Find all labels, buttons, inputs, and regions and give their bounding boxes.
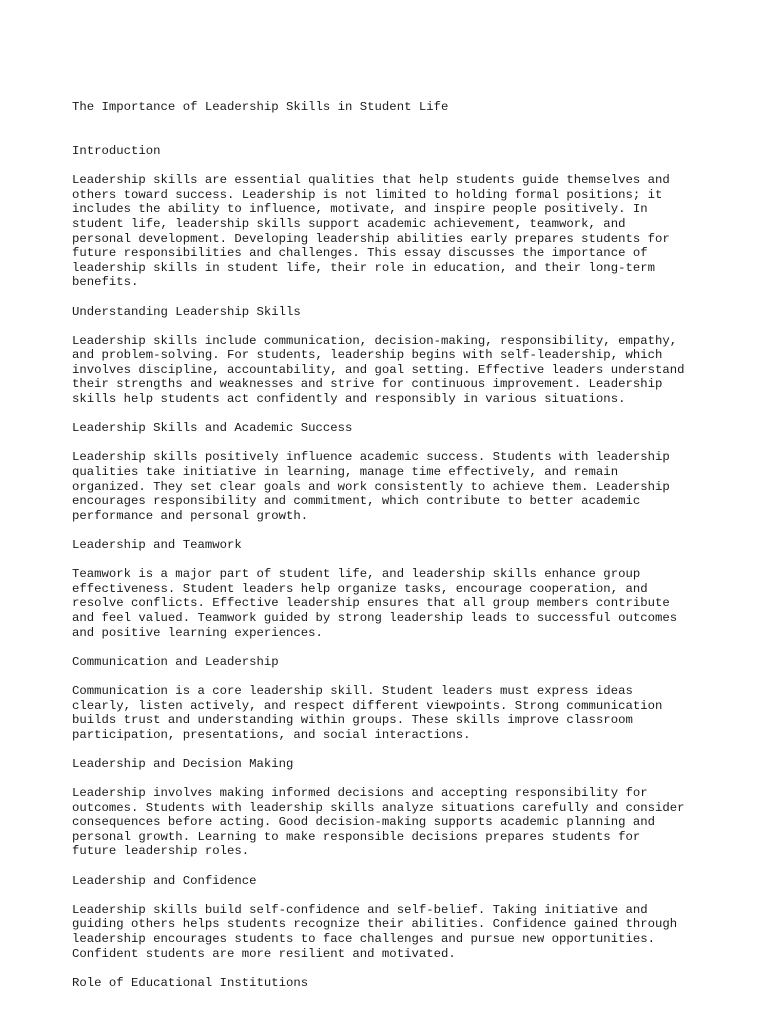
paragraph-line: Confident students are more resilient and motivated. bbox=[72, 946, 456, 961]
heading-line: Leadership and Confidence bbox=[72, 873, 257, 888]
paragraph-line: encourages responsibility and commitment, which contribute to better academic bbox=[72, 494, 641, 509]
paragraph-line: Communication is a core leadership skill. Student leaders must express ideas bbox=[72, 683, 633, 698]
paragraph-spacer bbox=[72, 742, 712, 757]
heading-line: Leadership Skills and Academic Success bbox=[72, 421, 353, 436]
section-heading bbox=[72, 874, 712, 889]
paragraph-line: student life, leadership skills support academic achievement, teamwork, and bbox=[72, 216, 626, 231]
paragraph-spacer bbox=[72, 523, 712, 538]
paragraph-spacer bbox=[72, 888, 712, 903]
paragraph-spacer bbox=[72, 159, 712, 174]
paragraph-line: skills help students act confidently and responsibly in various situations. bbox=[72, 392, 626, 407]
paragraph-line: and feel valued. Teamwork guided by strong leadership leads to successful outcomes bbox=[72, 610, 678, 625]
paragraph-line: clearly, listen actively, and respect different viewpoints. Strong communication bbox=[72, 698, 663, 713]
paragraph-spacer bbox=[72, 407, 712, 422]
paragraph-line: participation, presentations, and social interactions. bbox=[72, 727, 471, 742]
paragraph-spacer bbox=[72, 436, 712, 451]
paragraph-line: organized. They set clear goals and work consistently to achieve them. Leadership bbox=[72, 479, 670, 494]
paragraph-line: Leadership skills positively influence academic success. Students with leadership bbox=[72, 450, 670, 465]
heading-line: Role of Educational Institutions bbox=[72, 975, 309, 990]
document-body bbox=[72, 144, 712, 990]
paragraph-line: and problem-solving. For students, leadership begins with self-leadership, which bbox=[72, 348, 663, 363]
document-title: The Importance of Leadership Skills in Student Life bbox=[72, 100, 449, 115]
paragraph-line: future responsibilities and challenges. This essay discusses the importance of bbox=[72, 246, 648, 261]
paragraph-line: builds trust and understanding within groups. These skills improve classroom bbox=[72, 713, 633, 728]
paragraph-line: Leadership skills build self-confidence and self-belief. Taking initiative and bbox=[72, 902, 648, 917]
section-heading bbox=[72, 305, 712, 320]
section-heading bbox=[72, 976, 712, 991]
paragraph bbox=[72, 173, 712, 290]
paragraph-line: Leadership skills include communication, decision-making, responsibility, empathy, bbox=[72, 333, 678, 348]
section-heading bbox=[72, 144, 712, 159]
heading-line: Introduction bbox=[72, 143, 161, 158]
paragraph-spacer bbox=[72, 669, 712, 684]
section-heading bbox=[72, 655, 712, 670]
paragraph-line: performance and personal growth. bbox=[72, 508, 309, 523]
paragraph-line: Teamwork is a major part of student life, and leadership skills enhance group bbox=[72, 567, 641, 582]
paragraph-line: leadership encourages students to face challenges and pursue new opportunities. bbox=[72, 932, 655, 947]
paragraph-line: Leadership skills are essential qualities that help students guide themselves and bbox=[72, 173, 670, 188]
paragraph-line: personal development. Developing leadership abilities early prepares students for bbox=[72, 231, 670, 246]
paragraph-line: their strengths and weaknesses and strive for continuous improvement. Leadership bbox=[72, 377, 663, 392]
heading-line: Leadership and Decision Making bbox=[72, 756, 294, 771]
paragraph bbox=[72, 450, 712, 523]
section-heading bbox=[72, 757, 712, 772]
paragraph-spacer bbox=[72, 961, 712, 976]
paragraph-line: personal growth. Learning to make responsible decisions prepares students for bbox=[72, 829, 641, 844]
heading-line: Leadership and Teamwork bbox=[72, 538, 242, 552]
paragraph-line: qualities take initiative in learning, manage time effectively, and remain bbox=[72, 465, 619, 480]
paragraph-spacer bbox=[72, 640, 712, 655]
paragraph-spacer bbox=[72, 772, 712, 787]
paragraph-spacer bbox=[72, 290, 712, 305]
paragraph-line: leadership skills in student life, their role in education, and their long-term bbox=[72, 260, 655, 275]
paragraph-line: resolve conflicts. Effective leadership ensures that all group members contribute bbox=[72, 596, 670, 611]
heading-line: Communication and Leadership bbox=[72, 654, 279, 669]
paragraph-line: others toward success. Leadership is not limited to holding formal positions; it bbox=[72, 187, 663, 202]
paragraph bbox=[72, 786, 712, 859]
section-heading bbox=[72, 421, 712, 436]
paragraph-line: future leadership roles. bbox=[72, 844, 250, 859]
paragraph-line: outcomes. Students with leadership skills analyze situations carefully and consider bbox=[72, 800, 685, 815]
paragraph-line: guiding others helps students recognize their abilities. Confidence gained through bbox=[72, 917, 678, 932]
paragraph-line: consequences before acting. Good decision-making supports academic planning and bbox=[72, 815, 655, 830]
section-heading bbox=[72, 538, 712, 553]
paragraph-spacer bbox=[72, 319, 712, 334]
paragraph-line: Leadership involves making informed decisions and accepting responsibility for bbox=[72, 786, 648, 801]
paragraph bbox=[72, 567, 712, 640]
paragraph-line: involves discipline, accountability, and goal setting. Effective leaders understand bbox=[72, 362, 685, 377]
heading-line: Understanding Leadership Skills bbox=[72, 304, 301, 319]
paragraph-spacer bbox=[72, 859, 712, 874]
paragraph-spacer bbox=[72, 553, 712, 568]
paragraph bbox=[72, 684, 712, 742]
paragraph-line: and positive learning experiences. bbox=[72, 625, 323, 640]
paragraph-line: effectiveness. Student leaders help organize tasks, encourage cooperation, and bbox=[72, 581, 648, 596]
paragraph bbox=[72, 334, 712, 407]
document-page bbox=[72, 71, 712, 1005]
paragraph bbox=[72, 903, 712, 961]
paragraph-line: includes the ability to influence, motivate, and inspire people positively. In bbox=[72, 202, 648, 217]
paragraph-line: benefits. bbox=[72, 275, 139, 290]
